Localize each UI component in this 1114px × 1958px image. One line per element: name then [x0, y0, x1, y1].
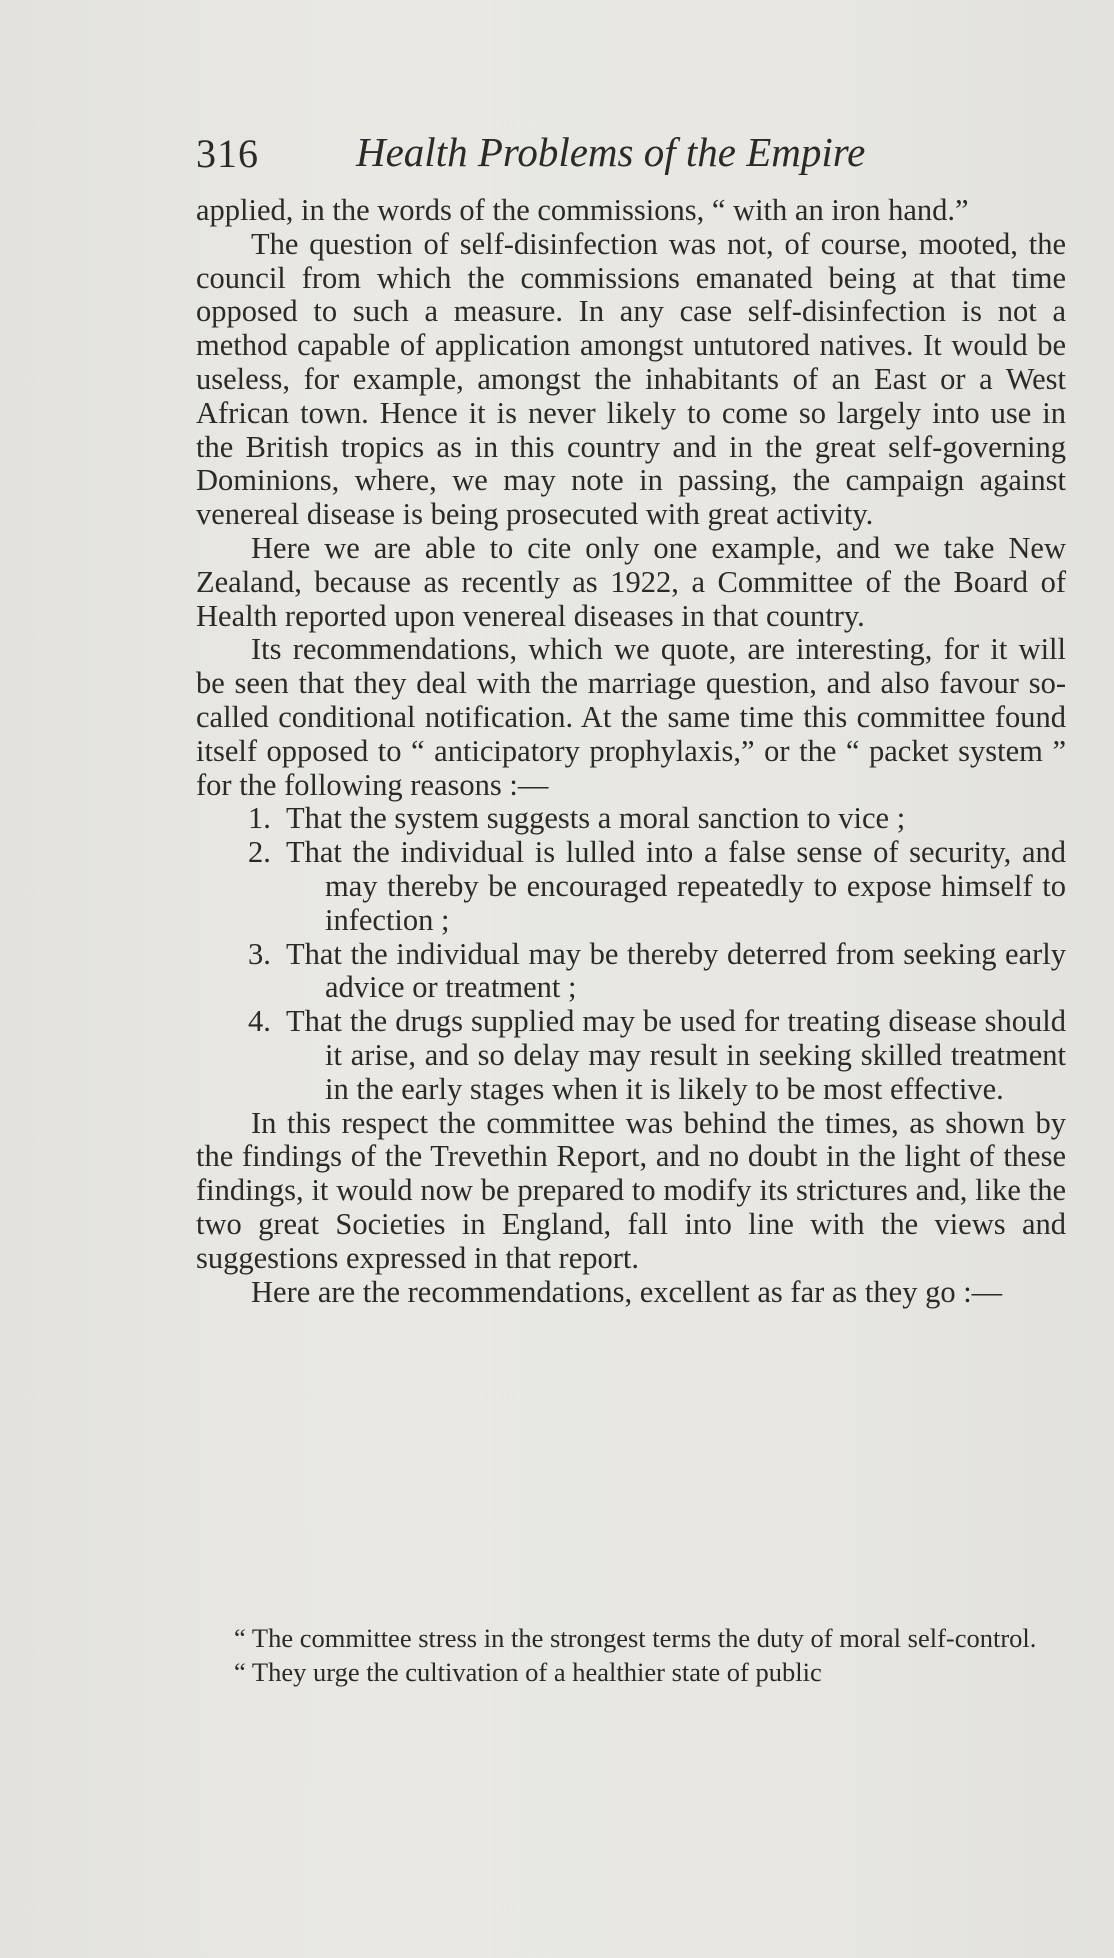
running-title: Health Problems of the Empire	[356, 129, 866, 175]
reasons-list	[196, 802, 1066, 1106]
paragraph-5: In this respect the committee was behind the times, as shown by the findings of the Trevethin Report, and no doubt in the light of these findings, it would now be prepared to modify its strictures and, like the two great Societies in England, fall into line with the views and suggestions expressed in that report.	[196, 1105, 1066, 1275]
paragraph-4: Its recommendations, which we quote, are interesting, for it will be seen that they deal with the marriage question, and also favour so-called conditional notification. At the same time this committee found itself opposed to “ anticipatory prophylaxis,” or the “ packet system ” for the following reasons :—	[196, 632, 1066, 802]
list-item-text: That the individual may be thereby deterred from seeking early advice or treatment ;	[286, 936, 1066, 1005]
list-item	[196, 836, 1066, 937]
list-item-number: 4.	[248, 1004, 271, 1039]
list-item-number: 1.	[248, 801, 271, 836]
list-item	[196, 1005, 1066, 1106]
quote-paragraph-1: “ The committee stress in the strongest terms the duty of moral self-control.	[234, 1623, 1037, 1653]
main-text	[196, 194, 1066, 1309]
list-item	[196, 802, 1066, 836]
list-item	[196, 938, 1066, 1006]
paragraph-2: The question of self-disinfection was not, of course, mooted, the council from which the commissions emanated being at that time opposed to such a measure. In any case self-disinfection is not a method capable of application amongst untutored natives. It would be useless, for example, amongst the inhabitants of an East or a West African town. Hence it is never likely to come so largely into use in the British tropics as in this country and in the great self-governing Dominions, where, we may note in passing, the campaign against venereal disease is being prosecuted with great activity.	[196, 226, 1066, 532]
paragraph-1: applied, in the words of the commissions, “ with an iron hand.”	[196, 193, 969, 227]
paragraph-3: Here we are able to cite only one example, and we take New Zealand, because as recently as 1922, a Committee of the Board of Health reported upon venereal diseases in that country.	[196, 530, 1066, 633]
quote-paragraph-2: “ They urge the cultivation of a healthier state of public	[234, 1656, 822, 1687]
list-item-text: That the individual is lulled into a false sense of security, and may thereby be encouraged repeatedly to expose himself to infection ;	[286, 835, 1066, 937]
list-item-number: 2.	[248, 835, 271, 870]
quoted-recommendations	[196, 1622, 1066, 1689]
list-item-text: That the system suggests a moral sanction to vice ;	[286, 801, 906, 836]
running-header	[196, 124, 1066, 184]
list-item-text: That the drugs supplied may be used for treating disease should it arise, and so delay may result in seeking skilled treatment in the early stages when it is likely to be most effective.	[286, 1004, 1066, 1106]
paragraph-6: Here are the recommendations, excellent as far as they go :—	[251, 1274, 1003, 1309]
list-item-number: 3.	[248, 936, 271, 971]
page-number: 316	[196, 131, 259, 176]
